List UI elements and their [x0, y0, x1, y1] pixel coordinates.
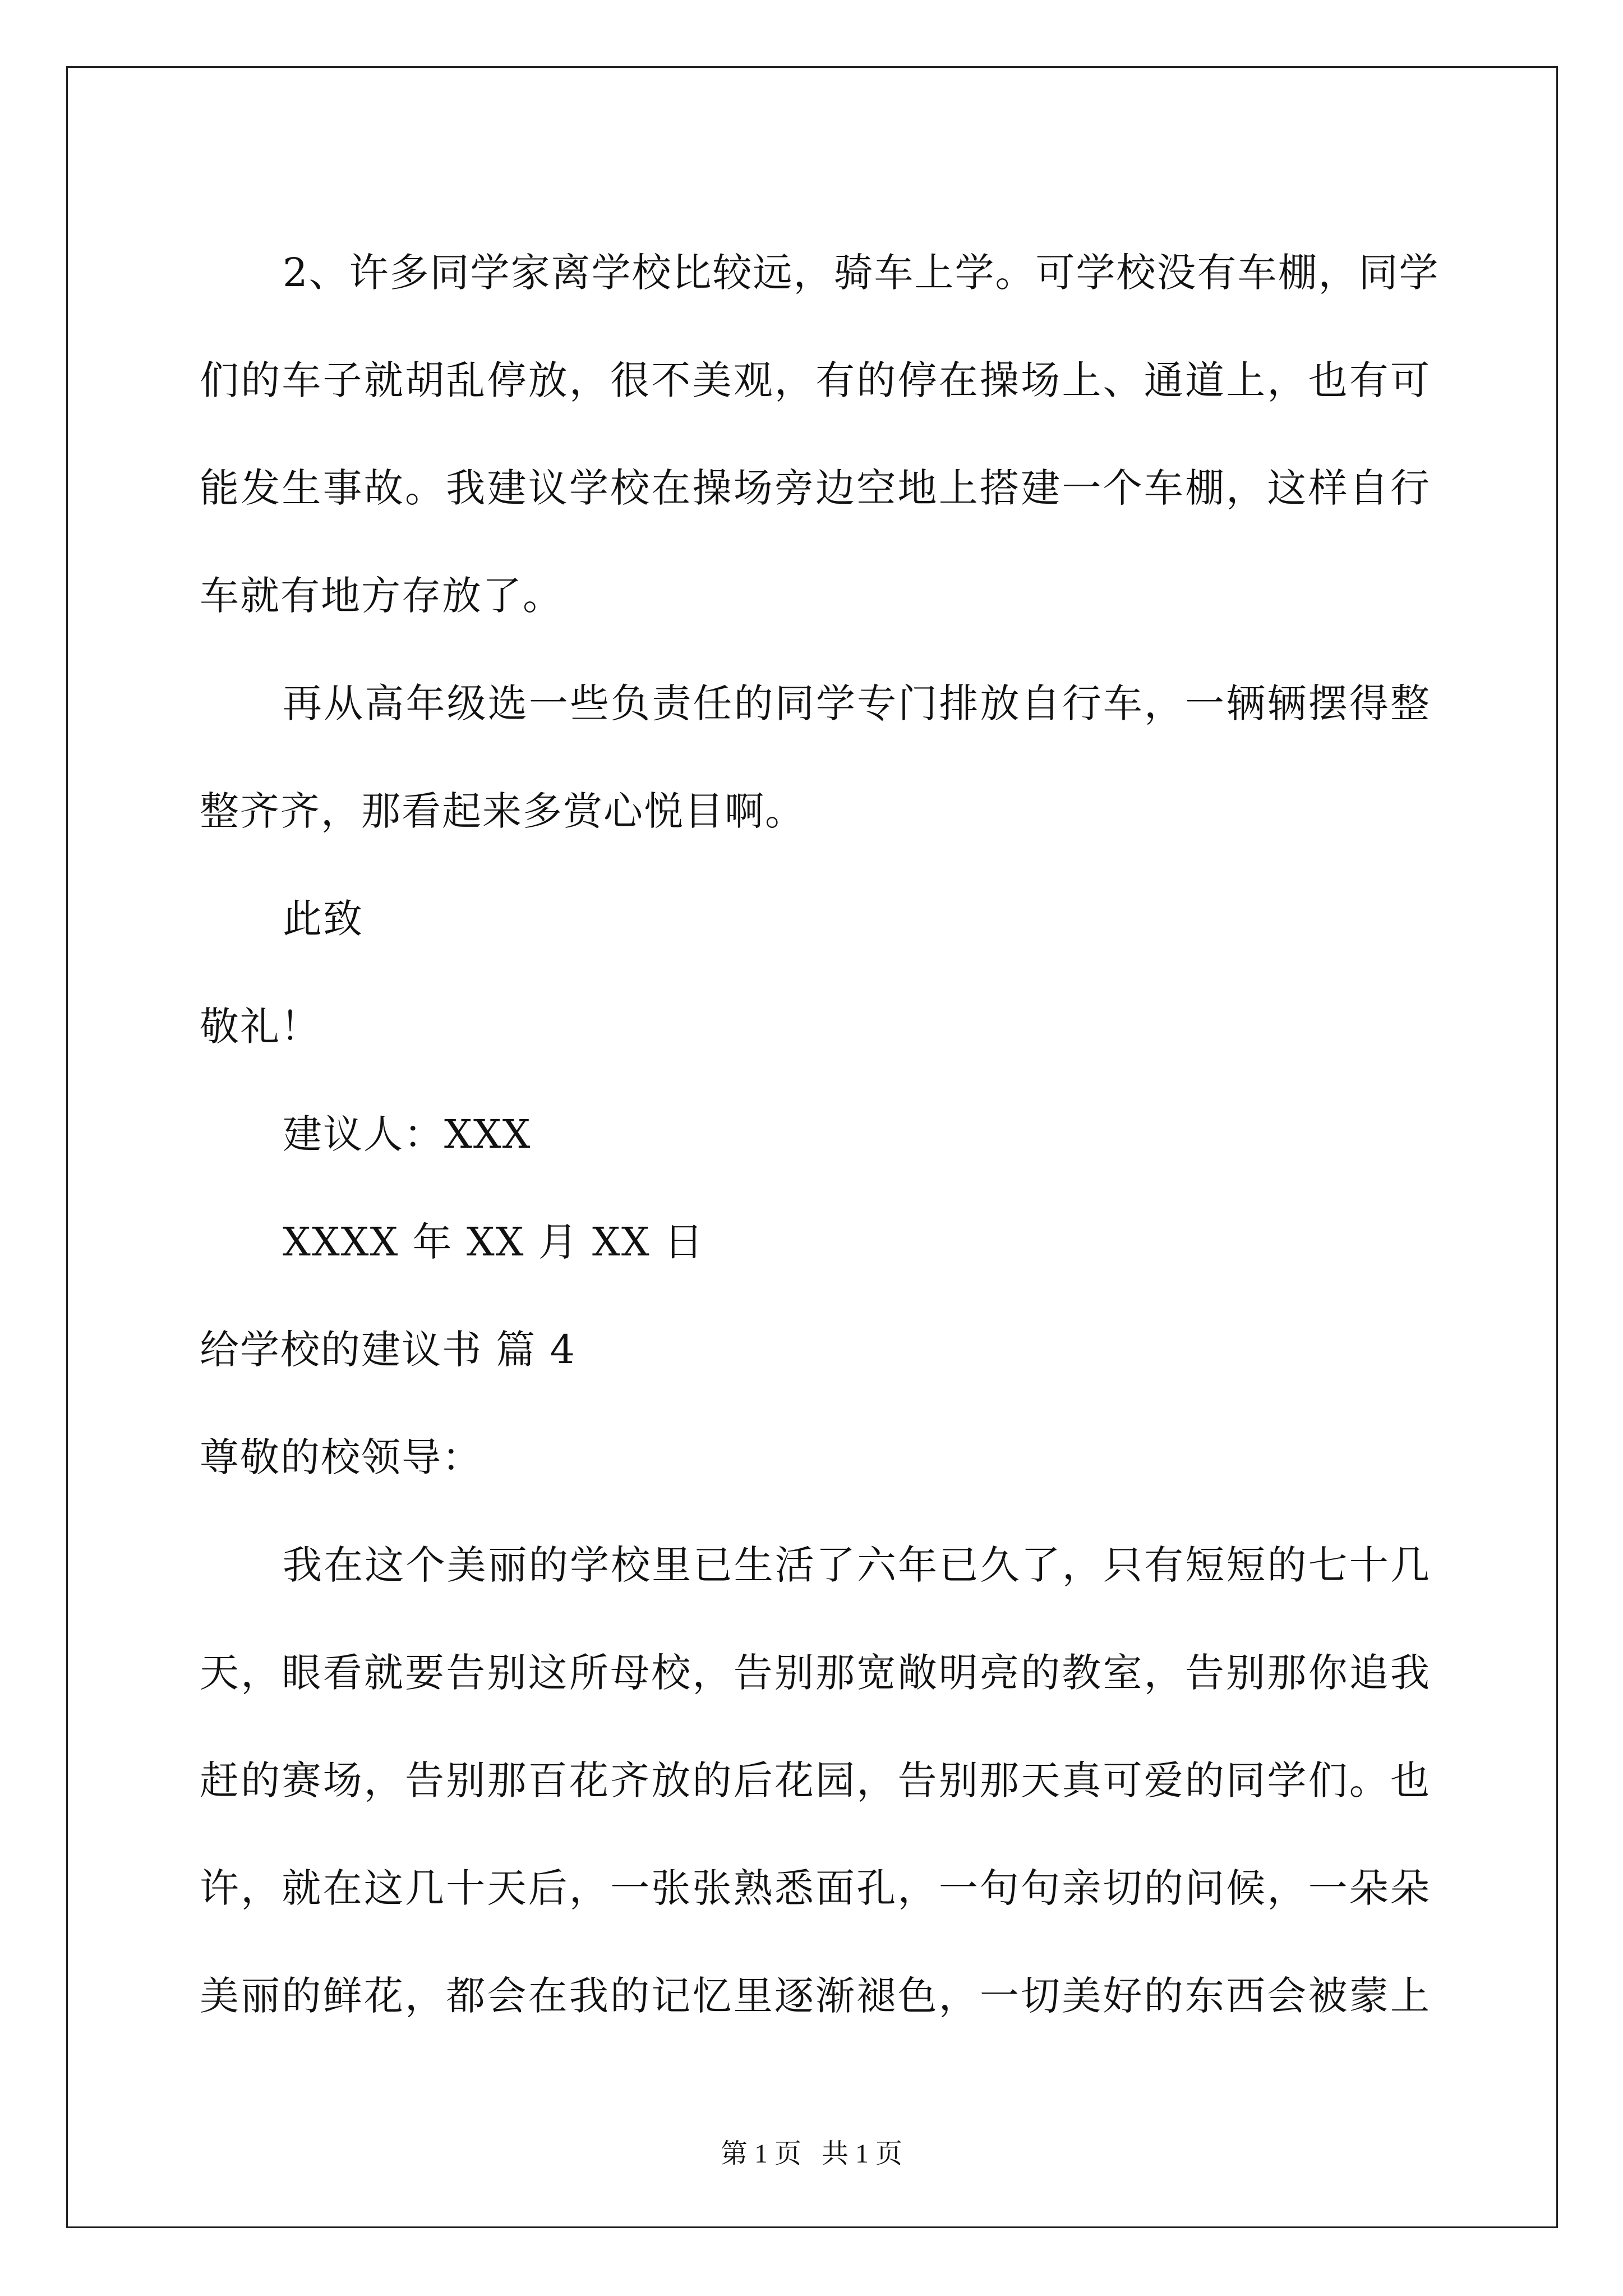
date-line: XXXX 年 XX 月 XX 日 — [283, 1219, 704, 1265]
text-line: 能发生事故。我建议学校在操场旁边空地上搭建一个车棚，这样自行 — [200, 465, 1431, 511]
text-line: 天，眼看就要告别这所母校，告别那宽敞明亮的教室，告别那你追我 — [200, 1650, 1431, 1696]
text-line: 再从高年级选一些负责任的同学专门排放自行车，一辆辆摆得整 — [283, 680, 1431, 726]
text-line: 们的车子就胡乱停放，很不美观，有的停在操场上、通道上，也有可 — [200, 357, 1431, 403]
closing-regards: 敬礼！ — [200, 1004, 321, 1050]
text-line: 许，就在这几十天后，一张张熟悉面孔，一句句亲切的问候，一朵朵 — [200, 1865, 1431, 1911]
greeting-line: 尊敬的校领导： — [200, 1434, 482, 1480]
page-footer — [0, 2132, 1623, 2170]
page-total: 共 1 页 — [822, 2139, 903, 2169]
section-heading: 给学校的建议书 篇 4 — [200, 1327, 577, 1373]
closing-salutation: 此致 — [283, 896, 363, 942]
text-line: 2、许多同学家离学校比较远，骑车上学。可学校没有车棚，同学 — [283, 250, 1440, 296]
document-body — [200, 219, 1440, 2050]
page-number: 第 1 页 — [720, 2139, 801, 2169]
text-line: 美丽的鲜花，都会在我的记忆里逐渐褪色，一切美好的东西会被蒙上 — [200, 1973, 1431, 2019]
text-line: 赶的赛场，告别那百花齐放的后花园，告别那天真可爱的同学们。也 — [200, 1757, 1431, 1803]
text-line: 整齐齐，那看起来多赏心悦目啊。 — [200, 788, 805, 834]
signature-line: 建议人：XXX — [283, 1111, 532, 1157]
text-line: 我在这个美丽的学校里已生活了六年已久了，只有短短的七十几 — [283, 1542, 1431, 1588]
text-line: 车就有地方存放了。 — [200, 573, 563, 619]
